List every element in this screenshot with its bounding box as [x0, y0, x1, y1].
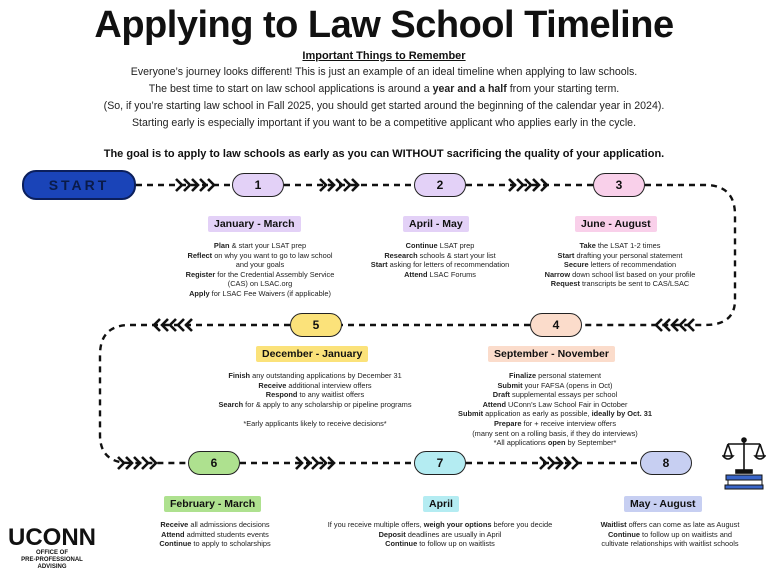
step-1-details [160, 241, 360, 299]
detail-line: Apply for LSAC Fee Waivers (if applicable) [189, 288, 331, 298]
detail-line: Attend LSAC Forums [404, 269, 476, 279]
logo-office-line-3: ADVISING [37, 564, 67, 570]
intro-line-2: The best time to start on law school applications is around a year and a half from your starting term. [148, 83, 620, 95]
step-4-details [440, 371, 670, 448]
detail-line: Request transcripts be sent to CAS/LSAC [550, 279, 690, 289]
subtitle: Important Things to Remember [302, 50, 466, 62]
detail-line: Start drafting your personal statement [557, 250, 683, 260]
detail-line: Deposit deadlines are usually in April [378, 529, 502, 539]
detail-line: Plan & start your LSAT prep [213, 241, 307, 250]
detail-line: Reflect on why you want to go to law school [187, 250, 333, 260]
step-8-period: May - August [624, 496, 702, 512]
uconn-logo [2, 526, 102, 571]
detail-line: Respond to any waitlist offers [265, 390, 365, 400]
detail-line: If you receive multiple offers, weigh your options before you decide [327, 520, 553, 529]
scales-of-justice-icon [722, 434, 766, 490]
step-5-period: December - January [256, 346, 368, 362]
detail-line: Draft supplemental essays per school [492, 390, 618, 400]
detail-line: Submit your FAFSA (opens in Oct) [497, 380, 613, 390]
step-2-marker: 2 [414, 173, 466, 197]
step-8-marker: 8 [640, 451, 692, 475]
goal-statement: The goal is to apply to law schools as early as you can WITHOUT sacrificing the quality of your application. [103, 148, 665, 160]
detail-line: Continue to apply to scholarships [159, 539, 271, 549]
detail-line: Prepare for + receive interview offers [493, 418, 617, 428]
page-title: Applying to Law School Timeline [94, 4, 674, 46]
step-4-marker: 4 [530, 313, 582, 337]
detail-line: Register for the Credential Assembly Service [185, 269, 335, 279]
intro-line-3: (So, if you’re starting law school in Fall 2025, you should get started around the beginning of the calendar year in 2024). [103, 100, 665, 112]
step-6-period: February - March [164, 496, 261, 512]
step-5-details [190, 371, 440, 429]
detail-line: Continue LSAT prep [405, 241, 475, 250]
step-3-period: June - August [575, 216, 657, 232]
detail-line: Narrow down school list based on your profile [544, 269, 696, 279]
detail-line: Take the LSAT 1-2 times [579, 241, 661, 250]
detail-line: Finalize personal statement [508, 371, 602, 380]
step-7-marker: 7 [414, 451, 466, 475]
detail-line: Receive additional interview offers [258, 380, 372, 390]
step-2-period: April - May [403, 216, 469, 232]
logo-office-line-1: OFFICE OF [36, 550, 68, 556]
detail-line: *All applications open by September* [493, 438, 617, 448]
intro-line-1: Everyone’s journey looks different! This is just an example of an ideal timeline when applying to law schools. [130, 66, 638, 78]
step-7-details [305, 520, 575, 549]
step-8-details [575, 520, 765, 549]
step-6-details [130, 520, 300, 549]
detail-line: Research schools & start your list [384, 250, 496, 260]
logo-wordmark: UCONN [8, 524, 96, 551]
detail-line: Waitlist offers can come as late as August [600, 520, 740, 529]
step-3-details [530, 241, 710, 289]
step-5-marker: 5 [290, 313, 342, 337]
step-3-marker: 3 [593, 173, 645, 197]
step-4-period: September - November [488, 346, 615, 362]
step-1-period: January - March [208, 216, 301, 232]
detail-line: (CAS) on LSAC.org [227, 279, 293, 289]
start-marker: START [22, 170, 136, 200]
detail-line: cultivate relationships with waitlist schools [601, 539, 739, 549]
detail-line: Continue to follow up on waitlists and [607, 529, 733, 539]
detail-line: Submit application as early as possible, ideally by Oct. 31 [458, 409, 652, 419]
step-2-details [350, 241, 530, 279]
detail-line: Search for & apply to any scholarship or pipeline programs [218, 399, 412, 409]
intro-line-4: Starting early is especially important if you want to be a competitive applicant who applies early in the cycle. [131, 117, 637, 129]
logo-office-line-2: PRE-PROFESSIONAL [21, 557, 83, 563]
detail-line: Continue to follow up on waitlists [385, 539, 495, 549]
step-7-period: April [423, 496, 459, 512]
detail-line: (many sent on a rolling basis, if they do interviews) [472, 428, 638, 438]
detail-line: Start asking for letters of recommendation [370, 260, 510, 270]
step-6-marker: 6 [188, 451, 240, 475]
detail-line: Receive all admissions decisions [160, 520, 270, 529]
detail-line: Secure letters of recommendation [563, 260, 677, 270]
step-1-marker: 1 [232, 173, 284, 197]
detail-line: *Early applicants likely to receive decisions* [243, 418, 387, 428]
detail-line: Attend admitted students events [161, 529, 269, 539]
detail-line: Attend UConn’s Law School Fair in October [482, 399, 628, 409]
detail-line [190, 409, 440, 419]
detail-line: Finish any outstanding applications by December 31 [228, 371, 402, 380]
detail-line: and your goals [235, 260, 285, 270]
